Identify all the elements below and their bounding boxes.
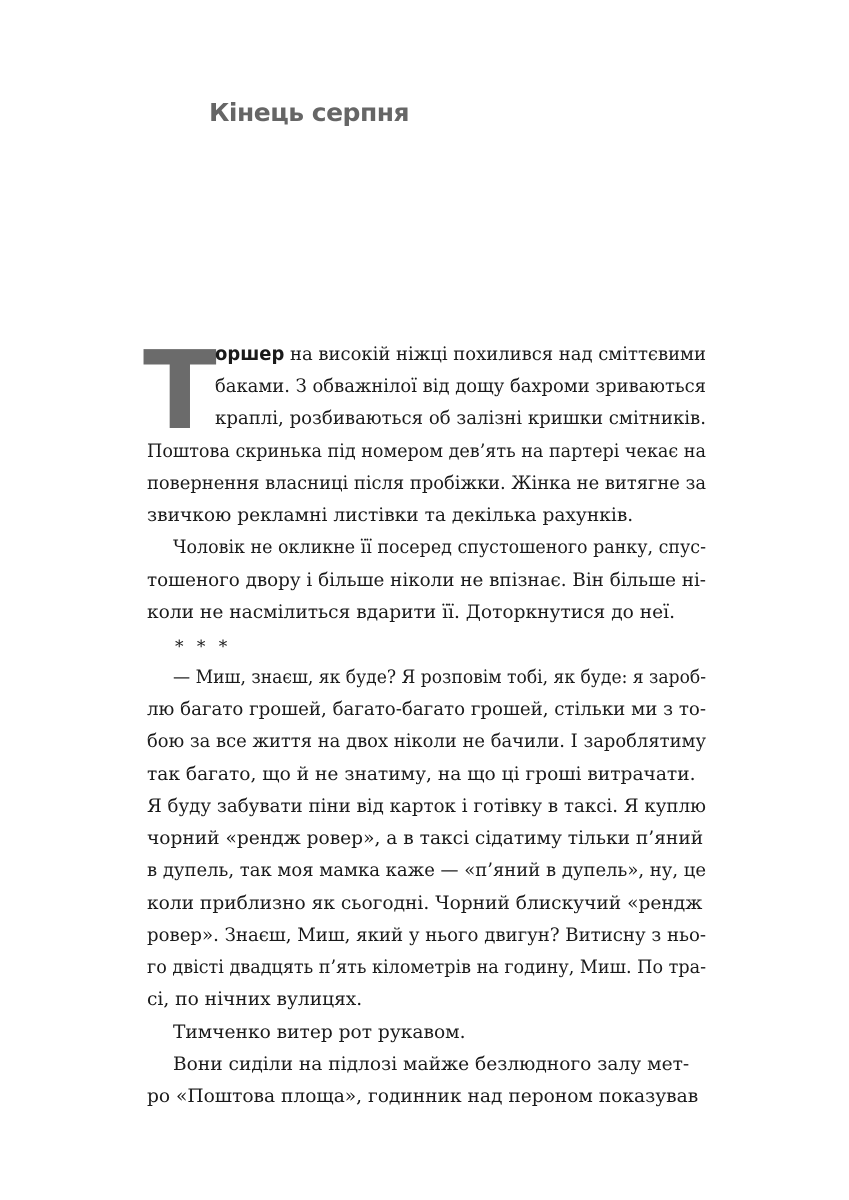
text-line: в дупель, так моя мамка каже — «п’яний в дупель», ну, це (147, 860, 706, 881)
text-line: звичкою рекламні листівки та декілька рахунків. (147, 505, 634, 526)
text-line: краплі, розбиваються об залізні кришки смітників. (215, 408, 707, 429)
text-line: коли приблизно як сьогодні. Чорний блискучий «рендж (147, 893, 703, 914)
text-line: Я буду забувати піни від карток і готівку в таксі. Я куплю (147, 796, 707, 817)
text-line: баками. З обважнілої від дощу бахроми зриваються (215, 376, 706, 397)
text-line: тошеного двору і більше ніколи не впізнає. Він більше ні- (147, 570, 707, 591)
text-line: — Миш, знаєш, як буде? Я розповім тобі, як буде: я зароб- (173, 667, 707, 688)
text-line: чорний «рендж ровер», а в таксі сідатиму тільки п’яний (147, 828, 704, 849)
chapter-title: Кінець серпня (209, 98, 410, 127)
drop-cap: Т (143, 329, 217, 454)
text-line: ро «Поштова площа», годинник над пероном показував (147, 1086, 699, 1107)
text-line: повернення власниці після пробіжки. Жінка не витягне за (147, 473, 706, 494)
text-line: бою за все життя на двох ніколи не бачили. І зароблятиму (147, 731, 707, 752)
text-line: Поштова скринька під номером дев’ять на партері чекає на (147, 441, 706, 462)
text-line: го двісті двадцять п’ять кілометрів на годину, Миш. По тра- (147, 957, 707, 978)
text-line: Вони сиділи на підлозі майже безлюдного залу мет- (173, 1054, 690, 1075)
text-line: Тимченко витер рот рукавом. (173, 1022, 466, 1043)
first-word: оршер (215, 344, 285, 365)
text-line: Чоловік не окликне її посеред спустошеного ранку, спус- (173, 537, 706, 558)
text-line: сі, по нічних вулицях. (147, 989, 363, 1010)
text-line: так багато, що й не знатиму, на що ці гроші витрачати. (147, 764, 696, 785)
text-line: коли не насмілиться вдарити її. Доторкнутися до неї. (147, 602, 675, 623)
text-line: оршер на високій ніжці похилився над сміттєвими (215, 344, 707, 365)
text-line: лю багато грошей, багато-багато грошей, стільки ми з то- (147, 699, 706, 720)
text-line: ровер». Знаєш, Миш, який у нього двигун? Витисну з ньо- (147, 925, 706, 946)
section-separator: * * * (175, 637, 232, 657)
